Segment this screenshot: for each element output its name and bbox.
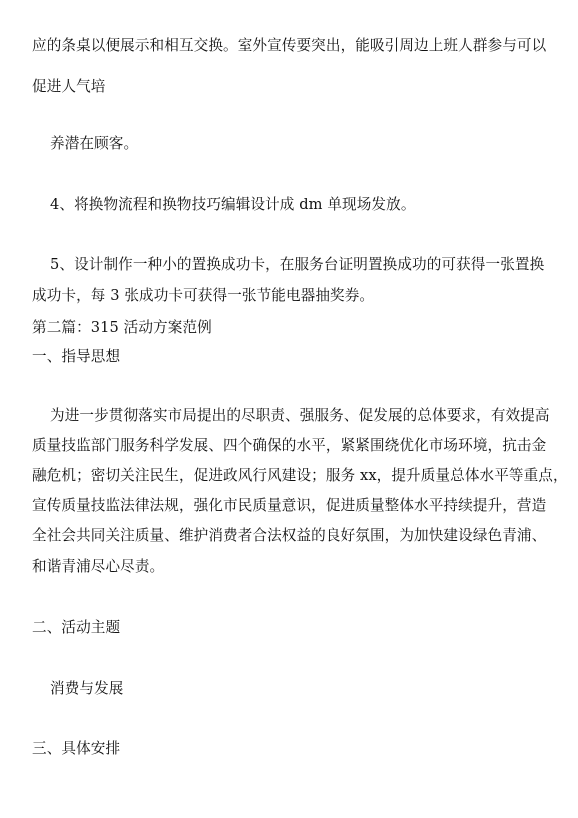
paragraph-line: 宣传质量技监法律法规，强化市民质量意识，促进质量整体水平持续提升，营造 [32,497,547,514]
paragraph-line: 融危机；密切关注民生，促进政风行风建设；服务 xx，提升质量总体水平等重点， [32,467,568,484]
paragraph-line: 为进一步贯彻落实市局提出的尽职责、强服务、促发展的总体要求，有效提高 [50,407,550,424]
body-text-line: 养潜在顾客。 [50,135,139,152]
paragraph-line: 和谐青浦尽心尽责。 [32,558,165,575]
heading-activity-theme: 二、活动主题 [32,619,121,636]
theme-text: 消费与发展 [50,680,124,697]
list-item-5: 5、设计制作一种小的置换成功卡，在服务台证明置换成功的可获得一张置换 [50,256,545,273]
heading-guiding-thought: 一、指导思想 [32,348,121,365]
body-text-line: 促进人气培 [32,78,106,95]
paragraph-line: 质量技监部门服务科学发展、四个确保的水平，紧紧围绕优化市场环境，抗击金 [32,437,547,454]
body-text-line: 成功卡，每 3 张成功卡可获得一张节能电器抽奖券。 [32,287,375,304]
paragraph-line: 全社会共同关注质量、维护消费者合法权益的良好氛围，为加快建设绿色青浦、 [32,527,547,544]
body-text-line: 应的条桌以便展示和相互交换。室外宣传要突出，能吸引周边上班人群参与可以 [32,37,547,54]
section-title: 第二篇：315 活动方案范例 [32,319,212,336]
list-item-4: 4、将换物流程和换物技巧编辑设计成 dm 单现场发放。 [50,196,416,213]
heading-specific-arrangements: 三、具体安排 [32,740,121,757]
